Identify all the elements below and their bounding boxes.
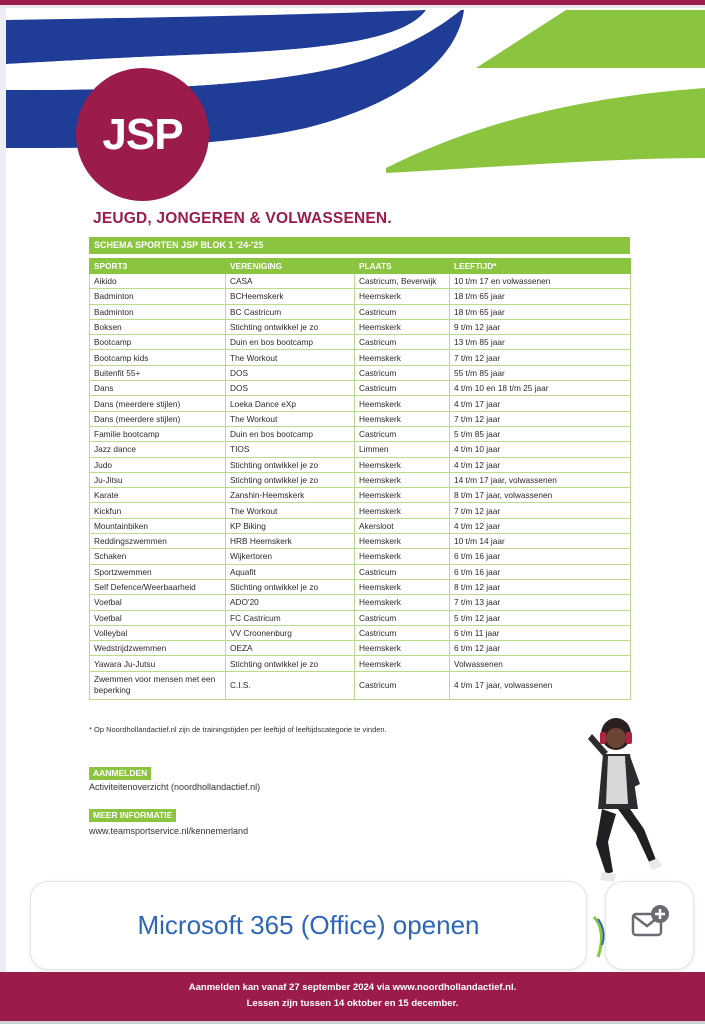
table-row <box>90 564 631 579</box>
table-cell: CASA <box>226 274 355 289</box>
table-cell: Heemskerk <box>355 411 450 426</box>
table-cell: Voetbal <box>90 610 226 625</box>
table-cell: Castricum <box>355 610 450 625</box>
table-cell: Mountainbiken <box>90 518 226 533</box>
table-cell: Aikido <box>90 274 226 289</box>
table-cell: Wijkertoren <box>226 549 355 564</box>
table-cell: 4 t/m 12 jaar <box>450 457 631 472</box>
table-row <box>90 472 631 487</box>
table-row <box>90 381 631 396</box>
table-cell: Castricum <box>355 625 450 640</box>
table-cell: Bootcamp <box>90 335 226 350</box>
page-title: JEUGD, JONGEREN & VOLWASSENEN. <box>93 210 392 227</box>
table-cell: Heemskerk <box>355 641 450 656</box>
table-cell: The Workout <box>226 350 355 365</box>
table-cell: Dans (meerdere stijlen) <box>90 396 226 411</box>
table-cell: 18 t/m 65 jaar <box>450 289 631 304</box>
table-cell: 55 t/m 85 jaar <box>450 365 631 380</box>
table-cell: Heemskerk <box>355 579 450 594</box>
column-header: LEEFTIJD* <box>450 259 631 274</box>
table-cell: Limmen <box>355 442 450 457</box>
table-cell: Voetbal <box>90 595 226 610</box>
table-cell: Castricum <box>355 381 450 396</box>
table-cell: 6 t/m 16 jaar <box>450 564 631 579</box>
table-cell: 5 t/m 12 jaar <box>450 610 631 625</box>
table-cell: 7 t/m 13 jaar <box>450 595 631 610</box>
table-row <box>90 396 631 411</box>
table-cell: Karate <box>90 488 226 503</box>
column-header: SPORT3 <box>90 259 226 274</box>
table-cell: Volleybal <box>90 625 226 640</box>
table-row <box>90 579 631 594</box>
table-cell: Jazz dance <box>90 442 226 457</box>
table-cell: 8 t/m 17 jaar, volwassenen <box>450 488 631 503</box>
table-cell: 4 t/m 12 jaar <box>450 518 631 533</box>
table-cell: Castricum <box>355 671 450 699</box>
table-row <box>90 411 631 426</box>
table-cell: BC Castricum <box>226 304 355 319</box>
table-cell: 4 t/m 17 jaar <box>450 396 631 411</box>
table-row <box>90 595 631 610</box>
table-cell: Stichting ontwikkel je zo <box>226 656 355 671</box>
table-cell: Volwassenen <box>450 656 631 671</box>
footer-registration-text: Aanmelden kan vanaf 27 september 2024 via www.noordhollandactief.nl. <box>188 982 517 993</box>
table-cell: Castricum <box>355 335 450 350</box>
table-cell: Heemskerk <box>355 549 450 564</box>
table-cell: Wedstrijdzwemmen <box>90 641 226 656</box>
table-cell: 6 t/m 11 jaar <box>450 625 631 640</box>
table-cell: 7 t/m 12 jaar <box>450 503 631 518</box>
aanmelden-label: AANMELDEN <box>89 767 151 780</box>
jumping-person-illustration <box>578 714 668 889</box>
table-cell: OEZA <box>226 641 355 656</box>
table-cell: DOS <box>226 381 355 396</box>
table-cell: Loeka Dance eXp <box>226 396 355 411</box>
table-cell: TIOS <box>226 442 355 457</box>
table-cell: Ju-Jitsu <box>90 472 226 487</box>
table-cell: Badminton <box>90 289 226 304</box>
table-cell: HRB Heemskerk <box>226 534 355 549</box>
open-microsoft-365-button[interactable]: Microsoft 365 (Office) openen <box>30 881 587 970</box>
table-cell: VV Croonenburg <box>226 625 355 640</box>
table-row <box>90 671 631 699</box>
table-cell: 4 t/m 10 en 18 t/m 25 jaar <box>450 381 631 396</box>
schedule-table <box>89 258 631 700</box>
table-row <box>90 610 631 625</box>
mail-add-icon <box>630 904 670 944</box>
jsp-logo: JSP <box>76 68 209 201</box>
table-cell: Heemskerk <box>355 488 450 503</box>
table-row <box>90 350 631 365</box>
table-cell: 18 t/m 65 jaar <box>450 304 631 319</box>
meer-informatie-link[interactable]: www.teamsportservice.nl/kennemerland <box>89 826 249 836</box>
table-cell: Duin en bos bootcamp <box>226 426 355 441</box>
table-cell: The Workout <box>226 503 355 518</box>
table-cell: 7 t/m 12 jaar <box>450 411 631 426</box>
table-row <box>90 304 631 319</box>
table-row <box>90 625 631 640</box>
table-cell: Castricum, Beverwijk <box>355 274 450 289</box>
mail-add-button[interactable] <box>605 881 694 970</box>
table-cell: Castricum <box>355 564 450 579</box>
table-cell: 4 t/m 17 jaar, volwassenen <box>450 671 631 699</box>
table-row <box>90 534 631 549</box>
table-row <box>90 656 631 671</box>
table-row <box>90 503 631 518</box>
table-row <box>90 442 631 457</box>
table-cell: Akersloot <box>355 518 450 533</box>
table-cell: Castricum <box>355 426 450 441</box>
footer-lessons-text: Lessen zijn tussen 14 oktober en 15 december. <box>246 998 459 1009</box>
table-cell: Yawara Ju-Jutsu <box>90 656 226 671</box>
table-cell: Duin en bos bootcamp <box>226 335 355 350</box>
table-cell: C.I.S. <box>226 671 355 699</box>
table-row <box>90 274 631 289</box>
table-row <box>90 518 631 533</box>
table-row <box>90 457 631 472</box>
table-cell: Buitenfit 55+ <box>90 365 226 380</box>
table-cell: Sportzwemmen <box>90 564 226 579</box>
schema-title: SCHEMA SPORTEN JSP BLOK 1 '24-'25 <box>89 237 630 254</box>
table-cell: ADO'20 <box>226 595 355 610</box>
table-cell: Dans <box>90 381 226 396</box>
table-cell: Reddingszwemmen <box>90 534 226 549</box>
table-cell: Heemskerk <box>355 534 450 549</box>
table-cell: 4 t/m 10 jaar <box>450 442 631 457</box>
table-cell: Kickfun <box>90 503 226 518</box>
table-cell: Badminton <box>90 304 226 319</box>
table-cell: 9 t/m 12 jaar <box>450 319 631 334</box>
table-row <box>90 335 631 350</box>
table-cell: Self Defence/Weerbaarheid <box>90 579 226 594</box>
table-cell: Stichting ontwikkel je zo <box>226 319 355 334</box>
table-cell: Heemskerk <box>355 457 450 472</box>
table-cell: KP Biking <box>226 518 355 533</box>
table-cell: 7 t/m 12 jaar <box>450 350 631 365</box>
table-cell: Heemskerk <box>355 289 450 304</box>
table-cell: Bootcamp kids <box>90 350 226 365</box>
table-row <box>90 549 631 564</box>
table-cell: Heemskerk <box>355 595 450 610</box>
table-cell: Heemskerk <box>355 350 450 365</box>
table-cell: Castricum <box>355 365 450 380</box>
table-cell: Stichting ontwikkel je zo <box>226 472 355 487</box>
table-header-row <box>90 259 631 274</box>
table-row <box>90 641 631 656</box>
table-cell: Schaken <box>90 549 226 564</box>
table-cell: Aquafit <box>226 564 355 579</box>
column-header: PLAATS <box>355 259 450 274</box>
aanmelden-link[interactable]: Activiteitenoverzicht (noordhollandactief.nl) <box>89 782 261 792</box>
table-cell: Heemskerk <box>355 472 450 487</box>
table-row <box>90 289 631 304</box>
table-cell: Judo <box>90 457 226 472</box>
table-cell: 10 t/m 14 jaar <box>450 534 631 549</box>
table-cell: 5 t/m 85 jaar <box>450 426 631 441</box>
table-cell: Boksen <box>90 319 226 334</box>
table-cell: 13 t/m 85 jaar <box>450 335 631 350</box>
table-cell: DOS <box>226 365 355 380</box>
table-body <box>90 274 631 700</box>
table-row <box>90 488 631 503</box>
footer-banner <box>0 972 705 1024</box>
table-cell: 10 t/m 17 en volwassenen <box>450 274 631 289</box>
table-cell: Stichting ontwikkel je zo <box>226 457 355 472</box>
table-cell: Heemskerk <box>355 503 450 518</box>
table-cell: FC Castricum <box>226 610 355 625</box>
table-cell: The Workout <box>226 411 355 426</box>
table-cell: BCHeemskerk <box>226 289 355 304</box>
meer-informatie-label: MEER INFORMATIE <box>89 809 176 822</box>
table-cell: Castricum <box>355 304 450 319</box>
table-cell: 6 t/m 12 jaar <box>450 641 631 656</box>
table-cell: 8 t/m 12 jaar <box>450 579 631 594</box>
table-cell: Zanshin-Heemskerk <box>226 488 355 503</box>
footnote: * Op Noordhollandactief.nl zijn de trainingstijden per leeftijd of leeftijdscategorie te vinden. <box>89 725 387 734</box>
green-swoosh-decoration <box>592 915 606 959</box>
table-cell: Zwemmen voor mensen met een beperking <box>90 671 226 699</box>
table-cell: 14 t/m 17 jaar, volwassenen <box>450 472 631 487</box>
table-row <box>90 365 631 380</box>
table-cell: Dans (meerdere stijlen) <box>90 411 226 426</box>
table-cell: 6 t/m 16 jaar <box>450 549 631 564</box>
table-row <box>90 426 631 441</box>
table-cell: Heemskerk <box>355 319 450 334</box>
table-cell: Heemskerk <box>355 656 450 671</box>
table-cell: Stichting ontwikkel je zo <box>226 579 355 594</box>
table-row <box>90 319 631 334</box>
column-header: VERENIGING <box>226 259 355 274</box>
table-cell: Heemskerk <box>355 396 450 411</box>
table-cell: Familie bootcamp <box>90 426 226 441</box>
